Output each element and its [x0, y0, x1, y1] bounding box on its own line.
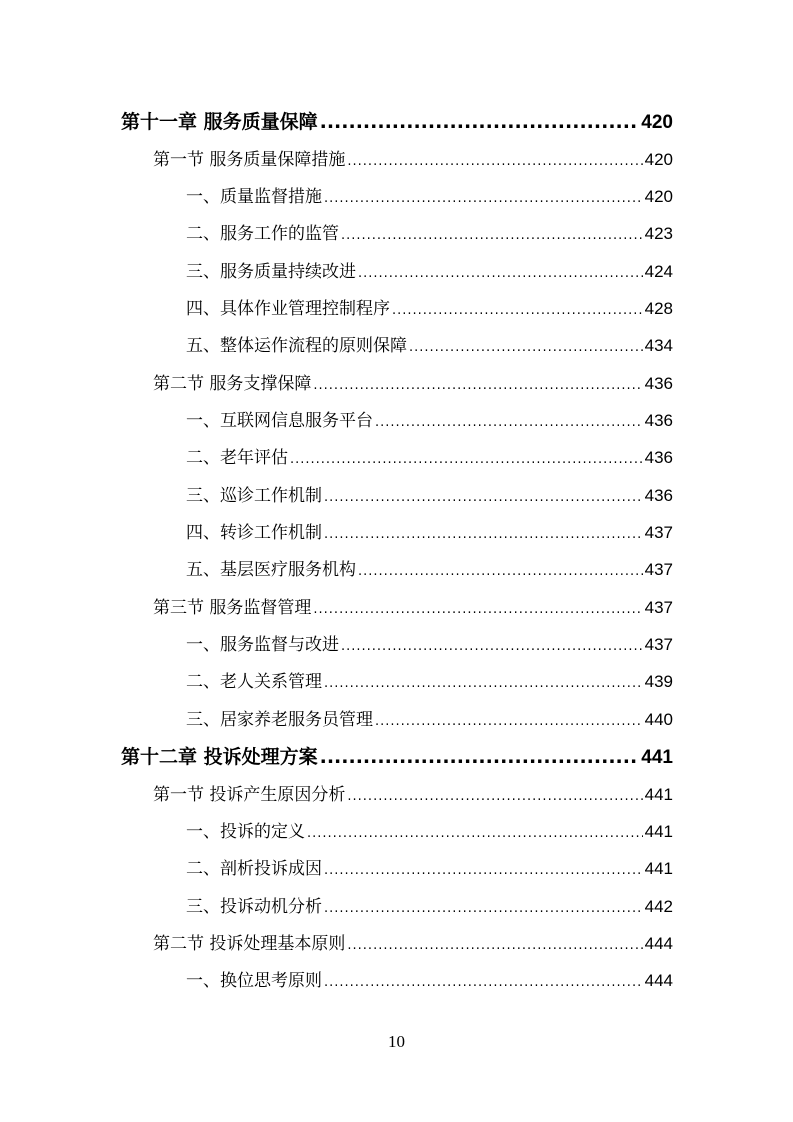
toc-page: 423 [644, 224, 673, 243]
toc-item[interactable] [186, 294, 673, 319]
toc-page: 441 [644, 822, 673, 841]
toc-item[interactable] [186, 705, 673, 730]
toc-title: 五、整体运作流程的原则保障 [186, 336, 407, 356]
leader-dots [324, 864, 643, 877]
leader-dots [375, 715, 643, 728]
toc-page: 437 [644, 523, 673, 542]
toc-page: 439 [644, 672, 673, 691]
toc-title: 二、剖析投诉成因 [186, 859, 322, 879]
toc-page: 436 [644, 374, 673, 393]
toc-title: 一、换位思考原则 [186, 971, 322, 991]
leader-dots [313, 603, 642, 616]
toc-title: 二、老年评估 [186, 448, 288, 468]
toc-title: 二、服务工作的监管 [186, 224, 339, 244]
toc-title: 一、投诉的定义 [186, 822, 305, 842]
toc-item[interactable] [186, 630, 673, 655]
toc-title: 三、服务质量持续改进 [186, 262, 356, 282]
toc-item[interactable] [186, 667, 673, 692]
toc-title: 二、老人关系管理 [186, 672, 322, 692]
toc-item[interactable] [186, 443, 673, 468]
toc-title: 第二节 投诉处理基本原则 [153, 934, 346, 954]
toc-page: 436 [644, 486, 673, 505]
toc-title: 三、巡诊工作机制 [186, 486, 322, 506]
leader-dots [324, 528, 643, 541]
toc-page: 420 [644, 150, 673, 169]
toc-page: 428 [644, 299, 673, 318]
page-number: 10 [388, 1032, 405, 1051]
leader-dots [324, 976, 643, 989]
toc-title: 一、服务监督与改进 [186, 635, 339, 655]
leader-dots [313, 379, 642, 392]
leader-dots [341, 229, 643, 242]
toc-item[interactable] [186, 257, 673, 282]
leader-dots [358, 565, 643, 578]
leader-dots [324, 677, 643, 690]
leader-dots [375, 416, 643, 429]
toc-page: 420 [644, 187, 673, 206]
toc-page: 444 [644, 971, 673, 990]
toc-page: 436 [644, 411, 673, 430]
toc-page: 434 [644, 336, 673, 355]
toc-item[interactable] [186, 518, 673, 543]
leader-dots [347, 939, 642, 952]
leader-dots [320, 748, 640, 767]
toc-title: 三、投诉动机分析 [186, 897, 322, 917]
toc-section[interactable] [153, 369, 673, 394]
toc-page: 436 [644, 448, 673, 467]
toc-item[interactable] [186, 555, 673, 580]
toc-section[interactable] [153, 145, 673, 170]
toc-page: 437 [644, 635, 673, 654]
leader-dots [347, 790, 642, 803]
toc-item[interactable] [186, 182, 673, 207]
toc-chapter-11[interactable] [121, 107, 673, 134]
toc-section[interactable] [153, 593, 673, 618]
toc-page: 442 [644, 897, 673, 916]
toc-title: 第十一章 服务质量保障 [121, 111, 318, 133]
leader-dots [392, 304, 643, 317]
toc-item[interactable] [186, 892, 673, 917]
toc-page: 437 [644, 560, 673, 579]
toc-page: 420 [641, 112, 673, 133]
toc-page: 441 [644, 785, 673, 804]
toc-page: 444 [644, 934, 673, 953]
toc-title: 第十二章 投诉处理方案 [121, 746, 318, 768]
toc-item[interactable] [186, 817, 673, 842]
toc-title: 第三节 服务监督管理 [153, 598, 312, 618]
toc-title: 四、转诊工作机制 [186, 523, 322, 543]
leader-dots [307, 827, 643, 840]
toc-title: 一、质量监督措施 [186, 187, 322, 207]
toc-title: 第一节 服务质量保障措施 [153, 150, 346, 170]
leader-dots [341, 640, 643, 653]
leader-dots [324, 902, 643, 915]
toc-chapter-12[interactable] [121, 742, 673, 769]
toc-page: 424 [644, 262, 673, 281]
leader-dots [347, 155, 642, 168]
toc-title: 第一节 投诉产生原因分析 [153, 785, 346, 805]
leader-dots [358, 267, 643, 280]
toc-page: 437 [644, 598, 673, 617]
toc-title: 三、居家养老服务员管理 [186, 710, 373, 730]
toc-title: 四、具体作业管理控制程序 [186, 299, 390, 319]
toc-page: 441 [641, 747, 673, 768]
toc-section[interactable] [153, 929, 673, 954]
leader-dots [290, 453, 643, 466]
toc-title: 一、互联网信息服务平台 [186, 411, 373, 431]
toc-item[interactable] [186, 854, 673, 879]
toc-section[interactable] [153, 780, 673, 805]
toc-title: 第二节 服务支撑保障 [153, 374, 312, 394]
toc-item[interactable] [186, 481, 673, 506]
leader-dots [409, 341, 643, 354]
toc-item[interactable] [186, 219, 673, 244]
toc-item[interactable] [186, 966, 673, 991]
leader-dots [320, 113, 640, 132]
toc-page: 441 [644, 859, 673, 878]
toc-title: 五、基层医疗服务机构 [186, 560, 356, 580]
toc-page: 440 [644, 710, 673, 729]
toc-item[interactable] [186, 406, 673, 431]
toc-item[interactable] [186, 331, 673, 356]
leader-dots [324, 491, 643, 504]
leader-dots [324, 192, 643, 205]
